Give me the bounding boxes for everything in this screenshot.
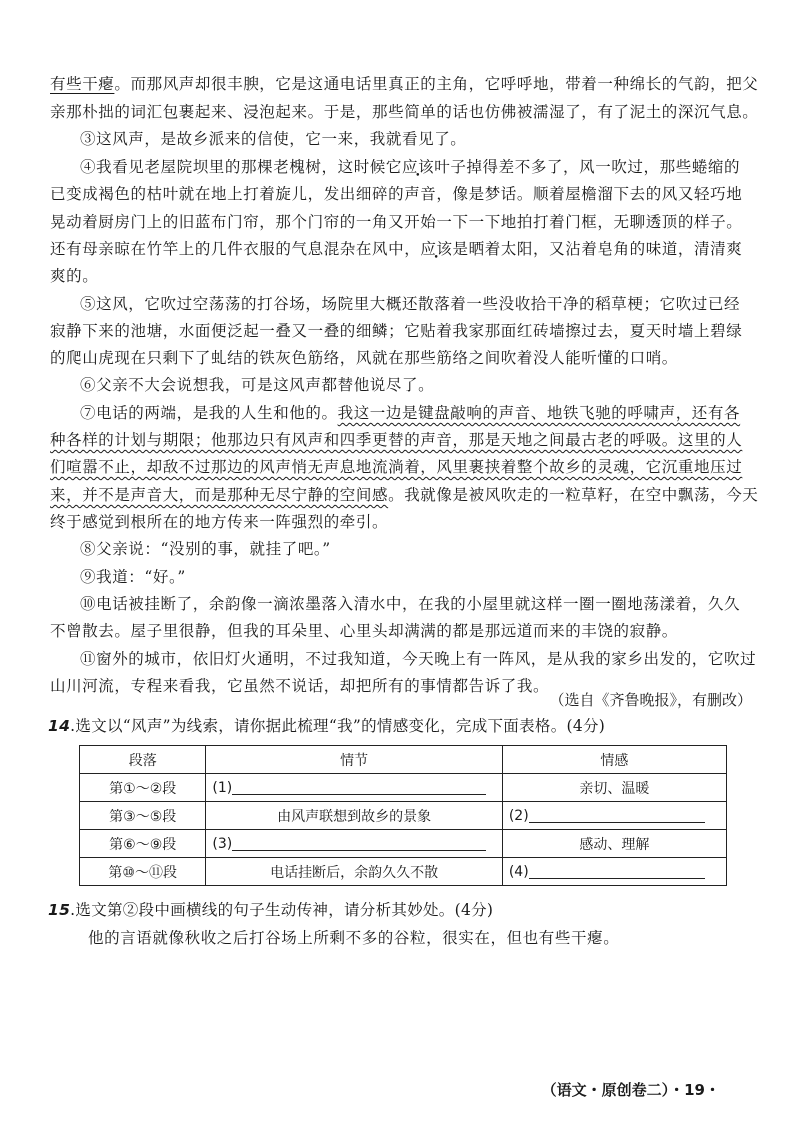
text-run: 还有母亲晾在竹竿上的几件衣服的气息混杂在风中， bbox=[50, 240, 421, 258]
table-header-row bbox=[80, 746, 727, 774]
blank-label: (3) bbox=[212, 835, 233, 852]
passage-line bbox=[50, 428, 752, 452]
dotted-text: 应该 bbox=[402, 158, 435, 176]
paragraph-10: ⑩电话被挂断了，余韵像一滴浓墨落入清水中，在我的小屋里就这样一圈一圈地荡漾着，久久 bbox=[80, 595, 741, 613]
answer-line[interactable] bbox=[529, 864, 705, 879]
passage-line: 晃动着厨房门上的旧蓝布门帘，那个门帘的一角又开始一下一下地拍打着门框，无聊透顶的样子。 bbox=[50, 213, 743, 231]
table-header: 情节 bbox=[206, 746, 502, 774]
question-number: 14 bbox=[48, 717, 71, 735]
answer-blank-cell[interactable] bbox=[502, 858, 726, 886]
table-cell-plot: 电话挂断后，余韵久久不散 bbox=[206, 858, 502, 886]
table-row bbox=[80, 774, 727, 802]
question-14 bbox=[48, 714, 605, 738]
paragraph-4 bbox=[80, 155, 752, 179]
passage-line bbox=[50, 455, 752, 479]
passage-line: 亲那朴拙的词汇包裹起来、浸泡起来。于是，那些简单的话也仿佛被濡湿了，有了泥土的深沉气息。 bbox=[50, 103, 759, 121]
table-cell-para: 第⑩～⑪段 bbox=[80, 858, 206, 886]
table-row bbox=[80, 858, 727, 886]
table-row bbox=[80, 830, 727, 858]
blank-label: (1) bbox=[212, 779, 233, 796]
paragraph-8: ⑧父亲说：“没别的事，就挂了吧。” bbox=[80, 540, 331, 558]
text-run: ④我看见老屋院坝里的那棵老槐树，这时候它 bbox=[80, 158, 403, 176]
passage-line: 不曾散去。屋子里很静，但我的耳朵里、心里头却满满的都是那远道而来的丰饶的寂静。 bbox=[50, 622, 678, 640]
text-run: ⑦电话的两端，是我的人生和他的。 bbox=[80, 404, 338, 422]
text-run: 叶子掉得差不多了，风一吹过，那些蜷缩的 bbox=[434, 158, 741, 176]
table-cell-para: 第⑥～⑨段 bbox=[80, 830, 206, 858]
question-text: .选文以“风声”为线索，请你据此梳理“我”的情感变化，完成下面表格。(4分) bbox=[70, 717, 606, 735]
passage-line: 已变成褐色的枯叶就在地上打着旋儿，发出细碎的声音，像是梦话。顺着屋檐溜下去的风又轻巧地 bbox=[50, 185, 743, 203]
passage-line: 爽的。 bbox=[50, 267, 99, 285]
table-cell-emotion: 亲切、温暖 bbox=[502, 774, 726, 802]
text-run: 是晒着太阳，又沾着皂角的味道，清清爽 bbox=[452, 240, 743, 258]
table-cell-para: 第③～⑤段 bbox=[80, 802, 206, 830]
paragraph-3: ③这风声，是故乡派来的信使，它一来，我就看见了。 bbox=[80, 130, 467, 148]
table-header: 情感 bbox=[502, 746, 726, 774]
answer-line[interactable] bbox=[232, 780, 486, 795]
text-run: 。而那风声却很丰腴，它是这通电话里真正的主角，它呼呼地，带着一种绵长的气韵，把父 bbox=[114, 75, 759, 93]
wavy-underlined-text: 我这一边是键盘敲响的声音、地铁飞驰的呼啸声，还有各 bbox=[337, 404, 741, 422]
dotted-text: 应该 bbox=[420, 240, 453, 258]
emphasis-dotted-word bbox=[420, 240, 452, 258]
blank-label: (4) bbox=[508, 863, 529, 880]
passage-line bbox=[50, 72, 759, 96]
emotion-table bbox=[79, 745, 727, 886]
blank-label: (2) bbox=[508, 807, 529, 824]
passage-line: 终于感觉到根所在的地方传来一阵强烈的牵引。 bbox=[50, 513, 389, 531]
answer-blank-cell[interactable] bbox=[206, 774, 502, 802]
paragraph-11: ⑪窗外的城市，依旧灯火通明，不过我知道，今天晚上有一阵风，是从我的家乡出发的，它吹过 bbox=[80, 650, 757, 668]
emphasis-dotted-word bbox=[402, 158, 434, 176]
answer-line[interactable] bbox=[529, 808, 705, 823]
passage-line: 的爬山虎现在只剩下了虬结的铁灰色筋络，风就在那些筋络之间吹着没人能听懂的口哨。 bbox=[50, 349, 678, 367]
passage-line bbox=[50, 237, 752, 261]
source-citation: （选自《齐鲁晚报》，有删改） bbox=[549, 691, 752, 709]
question-text: .选文第②段中画横线的句子生动传神，请分析其妙处。(4分) bbox=[70, 901, 494, 919]
paragraph-5: ⑤这风，它吹过空荡荡的打谷场，场院里大概还散落着一些没收拾干净的稻草梗；它吹过已经 bbox=[80, 295, 741, 313]
table-header: 段落 bbox=[80, 746, 206, 774]
paragraph-6: ⑥父亲不大会说想我，可是这风声都替他说尽了。 bbox=[80, 376, 435, 394]
wavy-underlined-text: 们喧嚣不止，却敌不过那边的风声悄无声息地流淌着，风里裹挟着整个故乡的灵魂，它沉重地压过 bbox=[50, 458, 743, 476]
table-row bbox=[80, 802, 727, 830]
passage-line bbox=[50, 483, 759, 507]
text-run: 。我就像是被风吹走的一粒草籽，在空中飘荡，今天 bbox=[388, 486, 759, 504]
paragraph-7 bbox=[80, 401, 752, 425]
paragraph-9: ⑨我道：“好。” bbox=[80, 568, 186, 586]
answer-blank-cell[interactable] bbox=[206, 830, 502, 858]
table-cell-para: 第①～②段 bbox=[80, 774, 206, 802]
wavy-underlined-text: 来，并不是声音大，而是那种无尽宁静的空间感 bbox=[50, 486, 389, 504]
question-number: 15 bbox=[48, 901, 71, 919]
table-cell-emotion: 感动、理解 bbox=[502, 830, 726, 858]
underlined-phrase: 有些干瘪 bbox=[50, 75, 115, 93]
passage-line: 寂静下来的池塘，水面便泛起一叠又一叠的细鳞；它贴着我家那面红砖墙擦过去，夏天时墙上碧绿 bbox=[50, 322, 743, 340]
answer-line[interactable] bbox=[232, 836, 486, 851]
answer-blank-cell[interactable] bbox=[502, 802, 726, 830]
passage-line: 山川河流，专程来看我，它虽然不说话，却把所有的事情都告诉了我。 bbox=[50, 677, 550, 695]
page-footer: （语文・原创卷二）・19・ bbox=[541, 1081, 720, 1099]
wavy-underlined-text: 种各样的计划与期限；他那边只有风声和四季更替的声音，那是天地之间最古老的呼吸。这里的人 bbox=[50, 431, 743, 449]
table-cell-plot: 由风声联想到故乡的景象 bbox=[206, 802, 502, 830]
quoted-sentence: 他的言语就像秋收之后打谷场上所剩不多的谷粒，很实在，但也有些干瘪。 bbox=[88, 929, 620, 947]
question-15 bbox=[48, 898, 493, 922]
